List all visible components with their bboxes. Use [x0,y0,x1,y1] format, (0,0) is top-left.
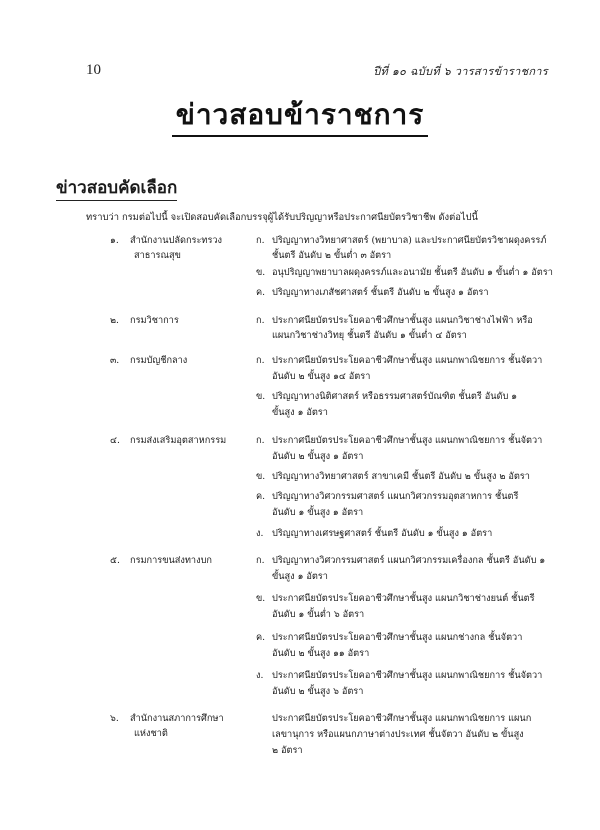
position-item-cont: อันดับ ๒ ขั้นสูง ๑๔ อัตรา [272,371,371,382]
agency-name: สำนักงานปลัดกระทรวง [130,235,223,246]
position-item-cont: เลขานุการ หรือแผนกภาษาต่างประเทศ ชั้นจัตวา อันดับ ๒ ขั้นสูง [272,729,524,740]
position-marker: ก. [256,235,265,246]
position-text: ปริญญาทางนิติศาสตร์ หรือธรรมศาสตร์บัณฑิต ชั้นตรี อันดับ ๑ [272,391,518,402]
position-item-cont: อันดับ ๒ ขั้นสูง ๑๑ อัตรา [272,648,370,659]
position-text: ปริญญาทางวิทยาศาสตร์ สาขาเคมี ชั้นตรี อันดับ ๒ ขั้นสูง ๒ อัตรา [272,471,530,482]
agency-4 [110,433,250,448]
position-marker: ข. [256,391,266,402]
agency-name-cont: แห่งชาติ [134,728,168,739]
position-item [256,353,560,368]
position-item [256,233,560,248]
position-marker: ก. [256,435,265,446]
position-item [256,265,560,280]
agency-name: กรมส่งเสริมอุตสาหกรรม [130,435,227,446]
agency-1 [110,233,250,263]
position-item [256,469,560,484]
position-marker: ง. [256,528,264,539]
position-marker: ข. [256,267,266,278]
main-title [0,97,600,137]
position-marker: ก. [256,355,265,366]
position-item-cont: แผนกวิชาช่างวิทยุ ชั้นตรี อันดับ ๑ ขั้นต่ำ ๔ อัตรา [272,330,467,341]
agency-2 [110,313,250,328]
position-marker: ง. [256,670,264,681]
position-text: ปริญญาทางวิศวกรรมศาสตร์ แผนกวิศวกรรมเครื่องกล ชั้นตรี อันดับ ๑ [272,555,546,566]
agency-6 [110,711,250,741]
position-item [256,489,560,504]
intro-paragraph: ทราบว่า กรมต่อไปนี้ จะเปิดสอบคัดเลือกบรรจุผู้ได้รับปริญญาหรือประกาศนียบัตรวิชาชีพ ดังต่อไปนี้ [86,212,478,223]
position-text: ปริญญาทางวิศวกรรมศาสตร์ แผนกวิศวกรรมอุตสาหการ ชั้นตรี [272,491,519,502]
position-marker: ก. [256,555,265,566]
running-header: ปีที่ ๑๐ ฉบับที่ ๖ วารสารข้าราชการ [373,65,548,78]
position-item [256,591,560,606]
position-text: อนุปริญญาพยาบาลผดุงครรภ์และอนามัย ชั้นตรี อันดับ ๑ ขั้นต่ำ ๑ อัตรา [272,267,553,278]
position-text: ประกาศนียบัตรประโยคอาชีวศึกษาชั้นสูง แผนกวิชาช่างไฟฟ้า หรือ [272,315,533,326]
agency-number: ๕. [110,555,120,566]
main-title-text: ข่าวสอบข้าราชการ [172,97,429,137]
position-item-cont: อันดับ ๑ ขั้นต่ำ ๖ อัตรา [272,609,365,620]
position-text: ประกาศนียบัตรประโยคอาชีวศึกษาชั้นสูง แผนกช่างกล ชั้นจัตวา [272,632,523,643]
position-text: ประกาศนียบัตรประโยคอาชีวศึกษาชั้นสูง แผนกพาณิชยการ ชั้นจัตวา [272,435,543,446]
position-item [272,711,560,726]
position-item [256,313,560,328]
agency-3 [110,353,250,368]
position-text: ปริญญาทางเศรษฐศาสตร์ ชั้นตรี อันดับ ๑ ขั้นสูง ๑ อัตรา [272,528,493,539]
position-text: ประกาศนียบัตรประโยคอาชีวศึกษาชั้นสูง แผนกพาณิชยการ ชั้นจัตวา [272,670,543,681]
position-item [256,433,560,448]
position-item-cont: ๒ อัตรา [272,745,303,756]
agency-number: ๖. [110,713,119,724]
position-text: ปริญญาทางวิทยาศาสตร์ (พยาบาล) และประกาศนียบัตรวิชาผดุงครรภ์ [272,235,547,246]
position-item-cont: ขั้นสูง ๑ อัตรา [272,407,328,418]
agency-number: ๔. [110,435,120,446]
position-marker: ค. [256,287,266,298]
position-item-cont: ขั้นสูง ๑ อัตรา [272,571,328,582]
section-heading: ข่าวสอบคัดเลือก [56,177,177,201]
position-text: ประกาศนียบัตรประโยคอาชีวศึกษาชั้นสูง แผนกวิชาช่างยนต์ ชั้นตรี [272,593,535,604]
position-marker: ข. [256,471,266,482]
agency-name: กรมวิชาการ [130,315,179,326]
position-marker: ค. [256,491,266,502]
agency-name: กรมการขนส่งทางบก [130,555,212,566]
position-item [256,389,560,404]
position-item-cont: อันดับ ๒ ขั้นสูง ๑ อัตรา [272,451,364,462]
position-item [256,630,560,645]
position-item-cont: อันดับ ๒ ขั้นสูง ๖ อัตรา [272,686,364,697]
agency-number: ๓. [110,355,120,366]
position-marker: ข. [256,593,266,604]
agency-name-cont: สาธารณสุข [134,250,181,261]
position-marker: ก. [256,315,265,326]
position-item-cont: ชั้นตรี อันดับ ๒ ขั้นต่ำ ๓ อัตรา [272,250,392,261]
position-marker: ค. [256,632,266,643]
position-text: ปริญญาทางเภสัชศาสตร์ ชั้นตรี อันดับ ๒ ขั้นสูง ๑ อัตรา [272,287,489,298]
agency-number: ๑. [110,235,119,246]
agency-number: ๒. [110,315,119,326]
position-text: ประกาศนียบัตรประโยคอาชีวศึกษาชั้นสูง แผนกพาณิชยการ ชั้นจัตวา [272,355,543,366]
position-item [256,285,560,300]
agency-name: สำนักงานสภาการศึกษา [130,713,224,724]
position-item [256,526,560,541]
position-item [256,553,560,568]
page-number: 10 [86,62,101,78]
position-item-cont: อันดับ ๑ ขั้นสูง ๑ อัตรา [272,507,364,518]
agency-5 [110,553,250,568]
agency-name: กรมบัญชีกลาง [130,355,188,366]
position-text: ประกาศนียบัตรประโยคอาชีวศึกษาชั้นสูง แผนกพาณิชยการ แผนก [272,713,532,724]
position-item [256,668,560,683]
